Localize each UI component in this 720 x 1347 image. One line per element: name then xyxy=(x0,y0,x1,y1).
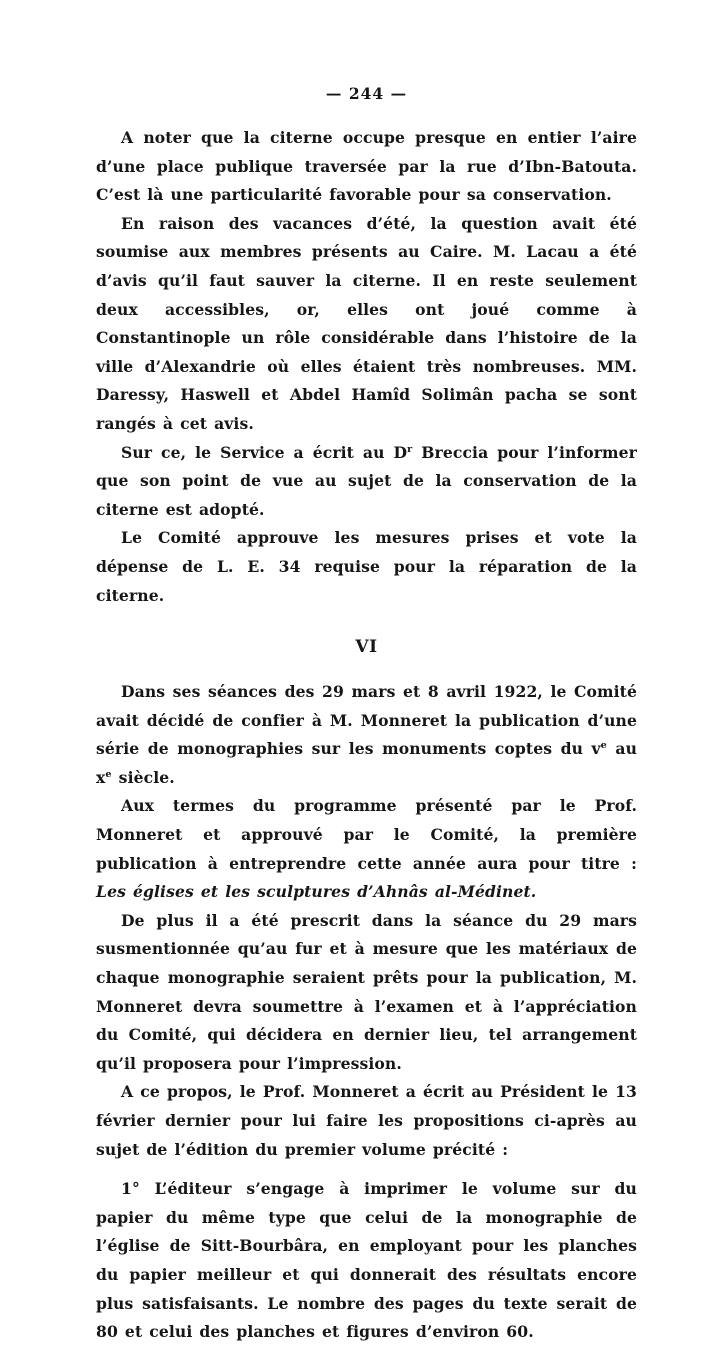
paragraph-propositions-fevrier: A ce propos, le Prof. Monneret a écrit au Président le 13 février dernier pour lui faire les propositions ci-après au sujet de l’édition du premier volume précité : xyxy=(96,1082,637,1159)
paragraph-service-breccia: Sur ce, le Service a écrit au $D^r$ Breccia pour l’informer que son point de vue au sujet de la conservation de la citerne est adopté. xyxy=(96,442,637,519)
paragraph-seances-1922: Dans ses séances des 29 mars et 8 avril 1922, le Comité avait décidé de confier à M. Monneret la publication d’une série de monographies sur les monuments coptes du $v^e$ au $x^e$ siècle. xyxy=(96,682,638,787)
text-block xyxy=(96,84,637,1347)
paragraph-prescription-seance: De plus il a été prescrit dans la séance du 29 mars susmentionnée qu’au fur et à mesure que les matériaux de chaque monographie seraient prêts pour la publication, M. Monneret devra soumettre à l’examen et à l’appréciation du Comité, qui décidera en dernier lieu, tel arrangement qu’il proposera pour l’impression. xyxy=(96,910,637,1073)
paragraph-item-1-editeur: 1° L’éditeur s’engage à imprimer le volume sur du papier du même type que celui de la monographie de l’église de Sitt-Bourbâra, en employant pour les planches du papier meilleur et qui donnerait des résultats encore plus satisfaisants. Le nombre des pages du texte serait de 80 et celui des planches et figures d’environ 60. xyxy=(96,1179,637,1342)
paragraph-comite-approuve: Le Comité approuve les mesures prises et vote la dépense de L. E. 34 requise pour la réparation de la citerne. xyxy=(96,528,637,605)
paragraph-citerne-place-publique: A noter que la citerne occupe presque en entier l’aire d’une place publique traversée par la rue d’Ibn-Batouta. C’est là une particularité favorable pour sa conservation. xyxy=(96,128,637,205)
page-number: — 244 — xyxy=(325,84,408,103)
paragraph-programme-monneret: Aux termes du programme présenté par le Prof. Monneret et approuvé par le Comité, la première publication à entreprendre cette année aura pour titre : Les églises et les sculptures d’Ahnâs al-Médinet. xyxy=(96,796,637,902)
paragraph-vacances-ete: En raison des vacances d’été, la question avait été soumise aux membres présents au Caire. M. Lacau a été d’avis qu’il faut sauver la citerne. Il en reste seulement deux accessibles, or, elles ont joué comme à Constantinople un rôle considérable dans l’histoire de la ville d’Alexandrie où elles étaient très nombreuses. MM. Daressy, Haswell et Abdel Hamîd Solimân pacha se sont rangés à cet avis. xyxy=(96,213,637,433)
section-heading-vi: VI xyxy=(355,637,378,658)
page-header xyxy=(96,84,637,103)
